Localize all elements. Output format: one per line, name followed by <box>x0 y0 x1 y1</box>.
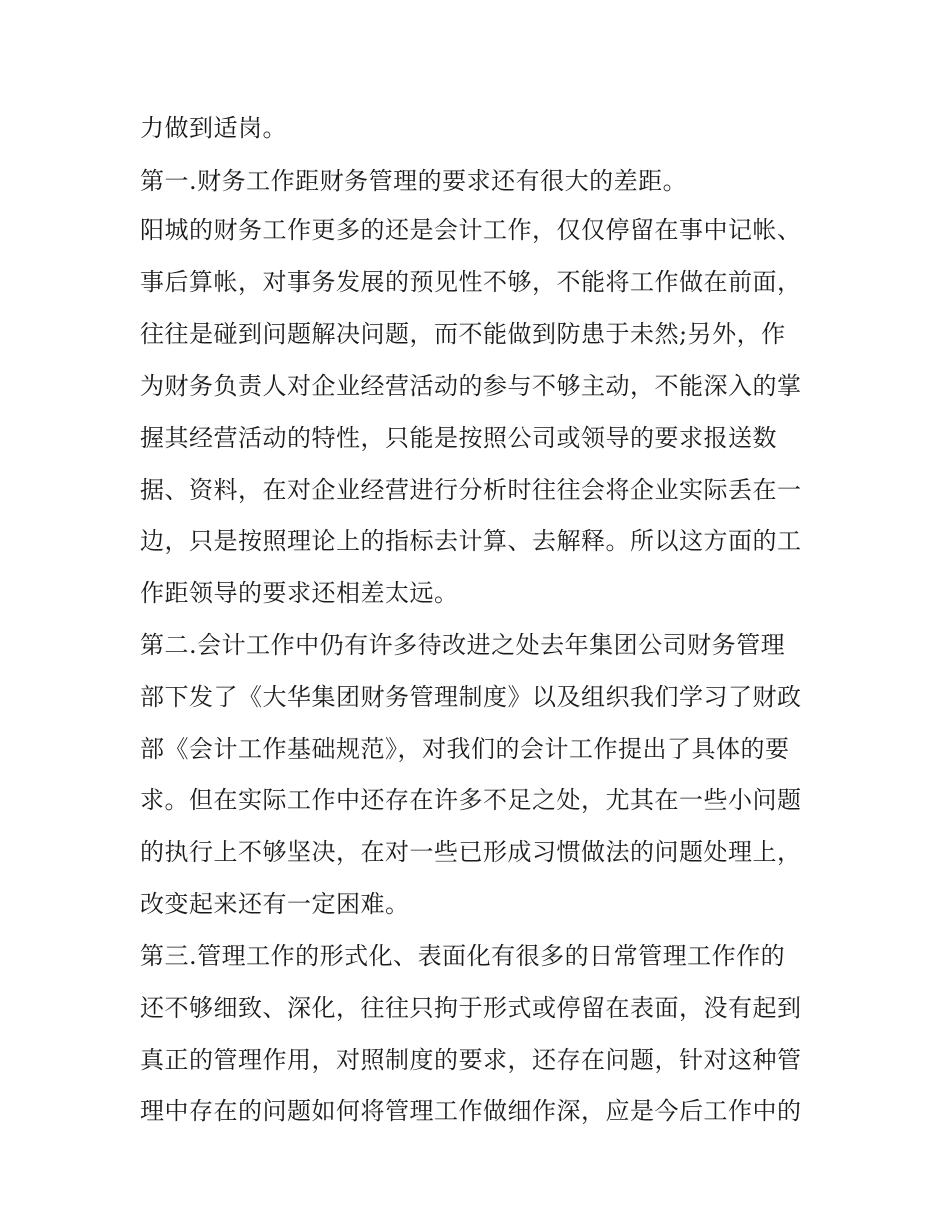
text-line: 改变起来还有一定困难。 <box>140 890 410 918</box>
text-line: 往往是碰到问题解决问题，而不能做到防患于未然;另外，作 <box>140 320 786 348</box>
text-line: 真正的管理作用，对照制度的要求，还存在问题，针对这种管 <box>140 1046 802 1074</box>
text-line: 力做到适岗。 <box>140 114 287 142</box>
text-line: 为财务负责人对企业经营活动的参与不够主动，不能深入的掌 <box>140 372 802 400</box>
text-line: 求。但在实际工作中还存在许多不足之处，尤其在一些小问题 <box>140 786 802 814</box>
text-line: 部下发了《大华集团财务管理制度》以及组织我们学习了财政 <box>140 683 802 711</box>
text-line: 事后算帐，对事务发展的预见性不够，不能将工作做在前面， <box>140 268 802 296</box>
text-line: 第三.管理工作的形式化、表面化有很多的日常管理工作作的 <box>140 942 786 970</box>
text-line: 握其经营活动的特性，只能是按照公司或领导的要求报送数 <box>140 424 777 452</box>
text-line: 据、资料，在对企业经营进行分析时往往会将企业实际丢在一 <box>140 476 802 504</box>
text-line: 理中存在的问题如何将管理工作做细作深，应是今后工作中的 <box>140 1097 802 1125</box>
text-line: 部《会计工作基础规范》，对我们的会计工作提出了具体的要 <box>140 735 790 763</box>
text-line: 边，只是按照理论上的指标去计算、去解释。所以这方面的工 <box>140 527 802 555</box>
text-line: 还不够细致、深化，往往只拘于形式或停留在表面，没有起到 <box>140 994 802 1022</box>
text-line: 第二.会计工作中仍有许多待改进之处去年集团公司财务管理 <box>140 631 786 659</box>
text-line: 第一.财务工作距财务管理的要求还有很大的差距。 <box>140 167 688 195</box>
text-line: 作距领导的要求还相差太远。 <box>140 579 459 607</box>
text-line: 的执行上不够坚决，在对一些已形成习惯做法的问题处理上， <box>140 838 802 866</box>
text-line: 阳城的财务工作更多的还是会计工作，仅仅停留在事中记帐、 <box>140 216 802 244</box>
